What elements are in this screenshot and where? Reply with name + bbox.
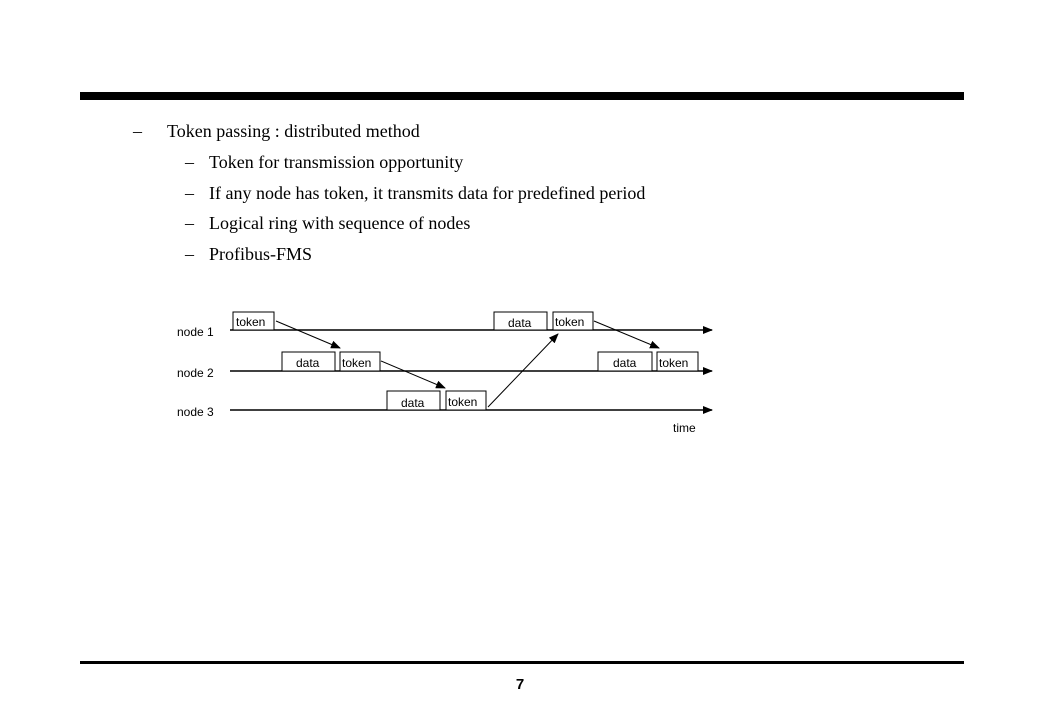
node-3-token-box — [446, 391, 486, 410]
data-label: data — [613, 356, 637, 370]
node-1-label: node 1 — [177, 325, 214, 339]
bullet-text: Logical ring with sequence of nodes — [209, 213, 471, 233]
bullet-text: Token passing : distributed method — [167, 121, 420, 141]
pass-arrow-node1-to-node2 — [276, 321, 340, 348]
page-number: 7 — [515, 676, 525, 693]
node-2-data-box — [282, 352, 335, 371]
node-2-data-box-2 — [598, 352, 652, 371]
node-2-token-box-2 — [657, 352, 698, 371]
token-label: token — [555, 315, 585, 329]
bullet-dash: – — [133, 121, 142, 141]
token-label: token — [342, 356, 372, 370]
data-label: data — [296, 356, 320, 370]
token-label: token — [236, 315, 266, 329]
bullet-dash: – — [185, 152, 194, 172]
token-label: token — [659, 356, 689, 370]
bullet-text: Token for transmission opportunity — [209, 152, 464, 172]
bullet-dash: – — [185, 183, 194, 203]
data-label: data — [508, 316, 532, 330]
node-2-token-box — [340, 352, 380, 371]
node-2-label: node 2 — [177, 366, 214, 380]
time-axis-label: time — [673, 421, 696, 435]
bullet-dash: – — [185, 213, 194, 233]
node-3-data-box — [387, 391, 440, 410]
bullet-text: Profibus-FMS — [209, 244, 313, 264]
pass-arrow-node1-to-node2-second — [594, 321, 659, 348]
pass-arrow-node2-to-node3 — [381, 361, 445, 388]
node-1-token-box — [233, 312, 274, 330]
node-1-token-box-2 — [553, 312, 593, 330]
bullet-text: If any node has token, it transmits data for predefined period — [209, 183, 646, 203]
bullet-dash: – — [185, 244, 194, 264]
token-label: token — [448, 395, 478, 409]
node-3-label: node 3 — [177, 405, 214, 419]
node-1-data-box — [494, 312, 547, 330]
bottom-rule — [80, 661, 964, 664]
data-label: data — [401, 396, 425, 410]
